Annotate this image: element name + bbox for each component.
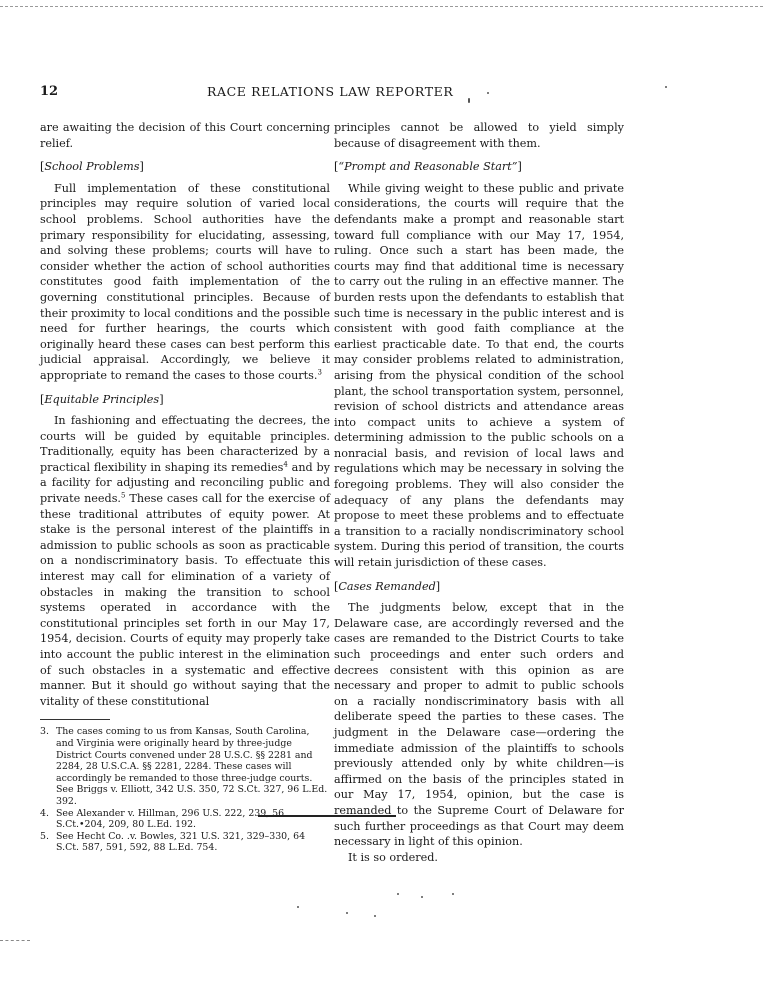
scan-speck xyxy=(346,912,348,914)
scan-speck xyxy=(665,86,667,88)
paragraph-school-problems xyxy=(40,181,330,384)
paragraph-prompt-start: While giving weight to these public and private considerations, the courts will require that the defendants make a prompt and reasonable start toward full compliance with our May 17, 1954, ruling. Once such a start has been made, the courts may find that additional time is necessary to carry out the ruling in an effective manner. The burden rests upon the defendants to establish that such time is necessary in the public interest and is consistent with good faith compliance at the earliest practicable date. To that end, the courts may consider problems related to administration, arising from the physical condition of the school plant, the school transportation system, personnel, revision of school districts and attendance areas into compact units to achieve a system of determining admission to the public schools on a nonracial basis, and revision of local laws and regulations which may be necessary in solving the foregoing problems. They will also consider the adequacy of any plans the defendants may propose to meet these problems and to effectuate a transition to a racially nondiscriminatory school system. During this period of transition, the courts will retain jurisdiction of these cases. xyxy=(334,181,624,570)
body-columns xyxy=(40,120,708,864)
scan-bottom-mark xyxy=(0,940,30,941)
scan-speck xyxy=(452,893,454,895)
footnote-text: See Alexander v. Hillman, 296 U.S. 222, 239, 56 S.Ct.•204, 209, 80 L.Ed. 192. xyxy=(56,807,285,831)
paragraph-equitable-principles xyxy=(40,413,330,709)
heading-text: Cases Remanded xyxy=(338,579,436,593)
footnote xyxy=(40,808,330,831)
section-heading-cases-remanded: [Cases Remanded] xyxy=(334,579,441,593)
paragraph-text: In fashioning and effectuating the decrees, the courts will be guided by equitable principles. Traditionally, equity has been characterized by a practical flexibility in shaping its remedies xyxy=(40,414,330,474)
section-heading-prompt-start: [“Prompt and Reasonable Start”] xyxy=(334,160,522,174)
footnote-number: 5. xyxy=(40,830,49,842)
footnote-ref-3: 3 xyxy=(317,368,322,377)
paragraph-text: Full implementation of these constitutional principles may require solution of varied local school problems. School authorities have the primary responsibility for elucidating, assessing, and solving these problems; courts will have to consider whether the action of school authorities constitutes good faith implementation of the governing constitutional principles. Because of their proximity to local conditions and the possible need for further hearings, the courts which originally heard these cases can best perform this judicial appraisal. Accordingly, we believe it appropriate to remand the cases to those courts. xyxy=(40,181,330,382)
scan-speck xyxy=(487,92,489,94)
page-number: 12 xyxy=(40,84,59,99)
scan-speck xyxy=(397,893,399,895)
paragraph-continuation: are awaiting the decision of this Court concerning relief. xyxy=(40,121,330,150)
footnote-ref-4: 4 xyxy=(283,460,288,469)
scan-speck xyxy=(468,98,470,103)
paragraph-so-ordered: It is so ordered. xyxy=(348,850,438,864)
right-column xyxy=(334,120,624,865)
scan-top-border xyxy=(0,6,763,7)
footnote-number: 3. xyxy=(40,726,49,738)
scan-speck xyxy=(297,906,299,908)
footnote-text: See Hecht Co. .v. Bowles, 321 U.S. 321, 329–330, 64 S.Ct. 587, 591, 592, 88 L.Ed. 754. xyxy=(56,830,306,854)
heading-text: “Prompt and Reasonable Start” xyxy=(338,160,518,174)
scan-speck xyxy=(421,896,423,898)
footnote-text: The cases coming to us from Kansas, South Carolina, and Virginia were originally heard by three-judge District Courts convened under 28 U.S.C. §§ 2281 and 2284, 28 U.S.C.A. §§ 2281, 2284. These cases will accordingly be remanded to those three-judge courts. See Briggs v. Elliott, 342 U.S. 350, 72 S.Ct. 327, 96 L.Ed. 392. xyxy=(56,726,328,807)
scan-speck xyxy=(374,915,376,917)
end-of-opinion-rule xyxy=(258,815,396,817)
heading-text: Equitable Principles xyxy=(44,392,160,406)
footnote-number: 4. xyxy=(40,807,49,819)
footnotes xyxy=(40,726,330,854)
footnote xyxy=(40,726,330,807)
footnote xyxy=(40,831,330,854)
left-column xyxy=(40,120,330,854)
paragraph-continuation: principles cannot be allowed to yield simply because of disagreement with them. xyxy=(334,121,624,150)
paragraph-text: These cases call for the exercise of these traditional attributes of equity power. At stake is the personal interest of the plaintiffs in admission to public schools as soon as practicable on a nondiscriminatory basis. To effectuate this interest may call for elimination of a variety of obstacles in making the transition to school systems operated in accordance with the constitutional principles set forth in our May 17, 1954, decision. Courts of equity may properly take into account the public interest in the elimination of such obstacles in a systematic and effective manner. But it should go without saying that the vitality of these constitutional xyxy=(40,492,331,708)
running-head: RACE RELATIONS LAW REPORTER xyxy=(207,84,454,99)
paragraph-text: and by a facility for adjusting and reconciling public and private needs. xyxy=(40,460,330,506)
footnote-divider xyxy=(40,719,110,720)
paragraph-cases-remanded: The judgments below, except that in the Delaware case, are accordingly reversed and the cases are remanded to the District Courts to take such proceedings and enter such orders and decrees consistent with this opinion as are necessary and proper to admit to public schools on a racially nondiscriminatory basis with all deliberate speed the parties to these cases. The judgment in the Delaware case—ordering the immediate admission of the plaintiffs to schools previously attended only by white children—is affirmed on the basis of the principles stated in our May 17, 1954, opinion, but the case is remanded to the Supreme Court of Delaware for such further proceedings as that Court may deem necessary in light of this opinion. xyxy=(334,601,624,849)
section-heading-equitable-principles: [Equitable Principles] xyxy=(40,392,164,406)
page-header xyxy=(40,84,645,104)
footnote-ref-5: 5 xyxy=(121,491,126,500)
section-heading-school-problems: [School Problems] xyxy=(40,160,144,174)
heading-text: School Problems xyxy=(44,160,140,174)
